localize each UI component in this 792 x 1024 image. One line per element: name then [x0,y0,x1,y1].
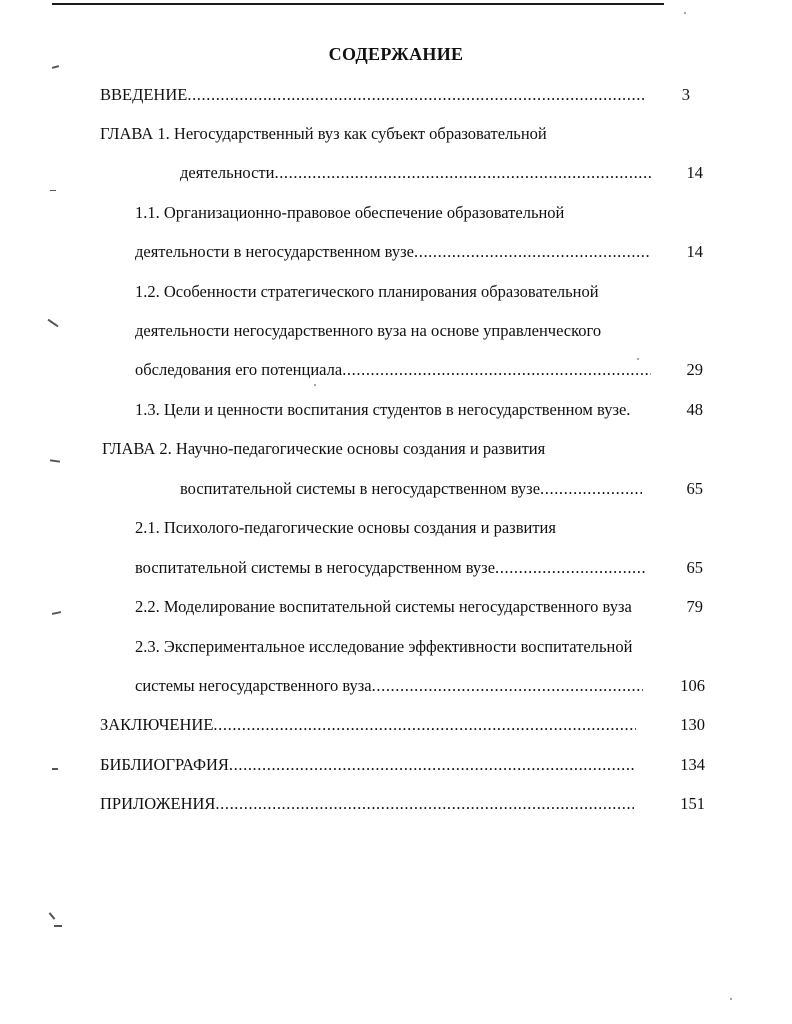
scan-artifact [48,319,59,328]
toc-page-number: 134 [680,755,705,774]
dot-leader [495,556,647,580]
toc-page-number: 151 [680,794,705,813]
scan-artifact [52,65,59,69]
scan-artifact [54,925,62,927]
toc-page-number: 14 [686,242,703,261]
toc-entry-chapter-1-cont[interactable] [180,161,652,185]
toc-entry-chapter-1[interactable] [100,122,547,146]
toc-entry-section-1-2-cont-2[interactable] [135,358,651,382]
toc-entry-text: системы негосударственного вуза [135,676,372,695]
toc-entry-conclusion[interactable] [100,713,636,737]
toc-entry-section-1-1-cont[interactable] [135,240,649,264]
toc-entry-introduction[interactable] [100,83,645,107]
toc-entry-section-2-1[interactable] [135,516,556,540]
toc-page-number: 65 [686,479,703,498]
toc-page-number: 130 [680,715,705,734]
toc-page-number: 29 [686,360,703,379]
scan-artifact [49,912,56,919]
toc-entry-bibliography[interactable] [100,753,635,777]
dot-leader [540,477,642,501]
toc-entry-text: деятельности в негосударственном вузе [135,242,414,261]
toc-entry-text: ГЛАВА 1. Негосударственный вуз как субъект образовательной [100,124,547,143]
toc-entry-text: 1.3. Цели и ценности воспитания студентов в негосударственном вузе. [135,400,631,419]
toc-page-number: 48 [686,400,703,419]
toc-page-number: 79 [686,597,703,616]
toc-entry-text: воспитательной системы в негосударственном вузе [135,558,496,577]
scan-border-line [52,3,664,5]
toc-entry-section-1-1[interactable] [135,201,564,225]
toc-page-number: 14 [686,163,703,182]
dot-leader [215,792,634,816]
toc-entry-chapter-2[interactable] [102,437,545,461]
toc-entry-section-2-2[interactable] [135,595,632,619]
dot-leader [372,674,643,698]
dot-leader [213,713,636,737]
dot-leader [414,240,649,264]
toc-entry-section-2-1-cont[interactable] [135,556,647,580]
dot-leader [229,753,635,777]
toc-entry-text: 2.2. Моделирование воспитательной системы негосударственного вуза [135,597,632,616]
toc-entry-text: БИБЛИОГРАФИЯ [100,755,229,774]
toc-entry-text: 1.1. Организационно-правовое обеспечение образовательной [135,203,565,222]
scan-artifact [50,190,56,191]
toc-entry-text: ГЛАВА 2. Научно-педагогические основы создания и развития [102,439,546,458]
scan-speck [314,384,316,386]
toc-page-number: 3 [681,85,690,104]
toc-entry-text: 1.2. Особенности стратегического планирования образовательной [135,282,599,301]
page-title: СОДЕРЖАНИЕ [328,44,464,64]
toc-entry-text: ВВЕДЕНИЕ [100,85,188,104]
dot-leader [274,161,652,185]
toc-entry-text: 2.3. Экспериментальное исследование эффективности воспитательной [135,637,633,656]
toc-entry-text: воспитательной системы в негосударственном вузе [180,479,541,498]
toc-entry-text: деятельности [180,163,275,182]
toc-entry-section-2-3-cont[interactable] [135,674,643,698]
toc-entry-text: обследования его потенциала [135,360,343,379]
scan-artifact [50,459,60,462]
toc-entry-text: ПРИЛОЖЕНИЯ [100,794,216,813]
toc-entry-section-1-2-cont[interactable] [135,319,601,343]
toc-entry-chapter-2-cont[interactable] [180,477,642,501]
toc-entry-section-2-3[interactable] [135,635,632,659]
toc-page-number: 106 [680,676,705,695]
dot-leader [187,83,645,107]
toc-entry-section-1-2[interactable] [135,280,599,304]
dot-leader [342,358,651,382]
scan-speck [730,998,732,1000]
toc-entry-text: ЗАКЛЮЧЕНИЕ [100,715,214,734]
toc-entry-text: деятельности негосударственного вуза на основе управленческого [135,321,602,340]
toc-entry-appendices[interactable] [100,792,634,816]
scan-artifact [52,611,61,615]
toc-entry-text: 2.1. Психолого-педагогические основы создания и развития [135,518,556,537]
toc-page-number: 65 [686,558,703,577]
scan-artifact [52,768,58,770]
toc-entry-section-1-3[interactable] [135,398,630,422]
scan-speck [637,358,639,360]
scan-speck [684,12,686,14]
